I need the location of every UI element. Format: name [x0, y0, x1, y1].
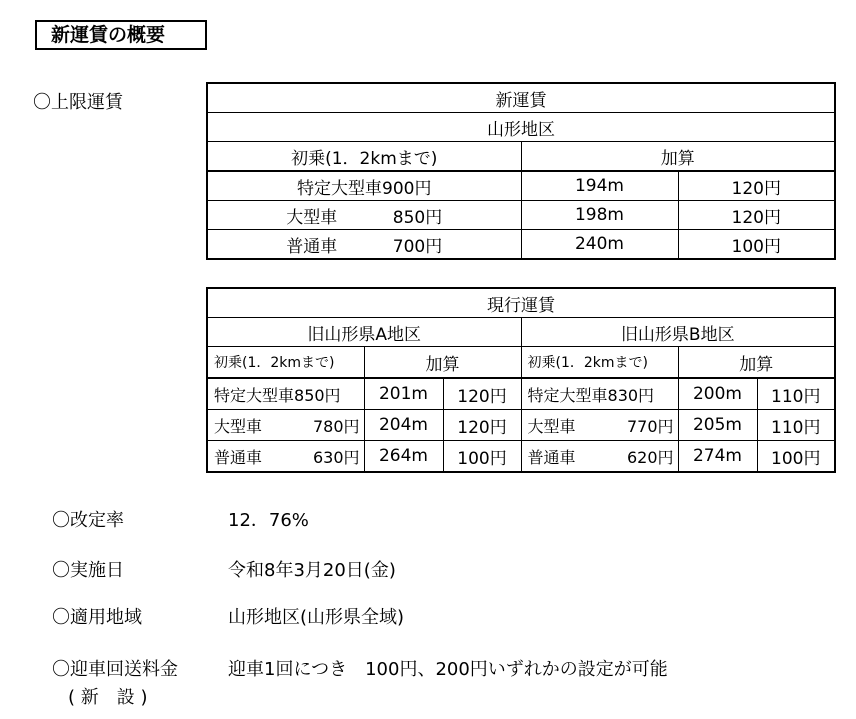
area-label: 〇適用地域 [52, 607, 142, 628]
table-row [207, 441, 835, 473]
new-fare-area: 山形地区 [207, 113, 835, 142]
area-a-add-header: 加算 [364, 347, 521, 379]
add-fare: 120円 [443, 410, 521, 441]
add-fare: 120円 [678, 201, 835, 230]
add-fare: 110円 [757, 410, 835, 441]
vehicle-type: 特定大型車 [297, 178, 383, 199]
area-a-initial-header: 初乗(1．2kmまで) [207, 347, 364, 379]
area-a-name: 旧山形県A地区 [207, 318, 521, 347]
initial-fare: 900円 [382, 178, 432, 199]
revision-rate-label: 〇改定率 [52, 510, 124, 531]
initial-fare: 630円 [312, 447, 360, 467]
pickup-fee-value: 迎車1回につき 100円、200円いずれかの設定が可能 [228, 659, 668, 680]
page-title: 新運賃の概要 [35, 20, 207, 50]
upper-limit-label: 〇上限運賃 [33, 92, 123, 113]
vehicle-type: 特定大型車 [527, 385, 608, 405]
vehicle-type: 大型車 [527, 416, 576, 436]
start-date-value: 令和8年3月20日(金) [228, 560, 396, 581]
new-fare-add-header: 加算 [521, 142, 835, 172]
area-value: 山形地区(山形県全域) [228, 607, 405, 628]
initial-fare: 770円 [626, 416, 674, 436]
table-row [207, 230, 835, 260]
add-fare: 100円 [757, 441, 835, 473]
table-row [207, 201, 835, 230]
initial-fare: 850円 [392, 207, 443, 228]
initial-fare: 850円 [294, 385, 341, 405]
table-row [207, 378, 835, 410]
vehicle-type: 普通車 [527, 447, 576, 467]
add-fare: 110円 [757, 378, 835, 410]
add-distance: 240m [521, 230, 678, 260]
revision-rate-value: 12．76% [228, 510, 309, 531]
initial-fare: 780円 [312, 416, 360, 436]
initial-fare: 700円 [392, 236, 443, 257]
add-fare: 100円 [443, 441, 521, 473]
vehicle-type: 特定大型車 [214, 385, 295, 405]
vehicle-type: 大型車 [286, 207, 338, 228]
add-fare: 120円 [678, 171, 835, 201]
add-distance: 201m [364, 378, 443, 410]
table-row [207, 410, 835, 441]
initial-fare: 620円 [626, 447, 674, 467]
current-fare-header: 現行運賃 [207, 288, 835, 318]
add-distance: 274m [678, 441, 757, 473]
area-b-name: 旧山形県B地区 [521, 318, 835, 347]
add-distance: 205m [678, 410, 757, 441]
add-distance: 204m [364, 410, 443, 441]
current-fare-table [206, 287, 836, 473]
pickup-fee-sublabel: ( 新 設 ) [68, 687, 148, 708]
pickup-fee-label: 〇迎車回送料金 [52, 659, 178, 680]
area-b-initial-header: 初乗(1．2kmまで) [521, 347, 678, 379]
start-date-label: 〇実施日 [52, 560, 124, 581]
vehicle-type: 大型車 [214, 416, 263, 436]
add-distance: 194m [521, 171, 678, 201]
vehicle-type: 普通車 [286, 236, 338, 257]
new-fare-initial-header: 初乗(1．2kmまで) [207, 142, 521, 172]
new-fare-table [206, 82, 836, 260]
initial-fare: 830円 [607, 385, 655, 405]
new-fare-header: 新運賃 [207, 83, 835, 113]
area-b-add-header: 加算 [678, 347, 835, 379]
add-fare: 120円 [443, 378, 521, 410]
vehicle-type: 普通車 [214, 447, 263, 467]
add-fare: 100円 [678, 230, 835, 260]
table-row [207, 171, 835, 201]
add-distance: 264m [364, 441, 443, 473]
add-distance: 200m [678, 378, 757, 410]
add-distance: 198m [521, 201, 678, 230]
